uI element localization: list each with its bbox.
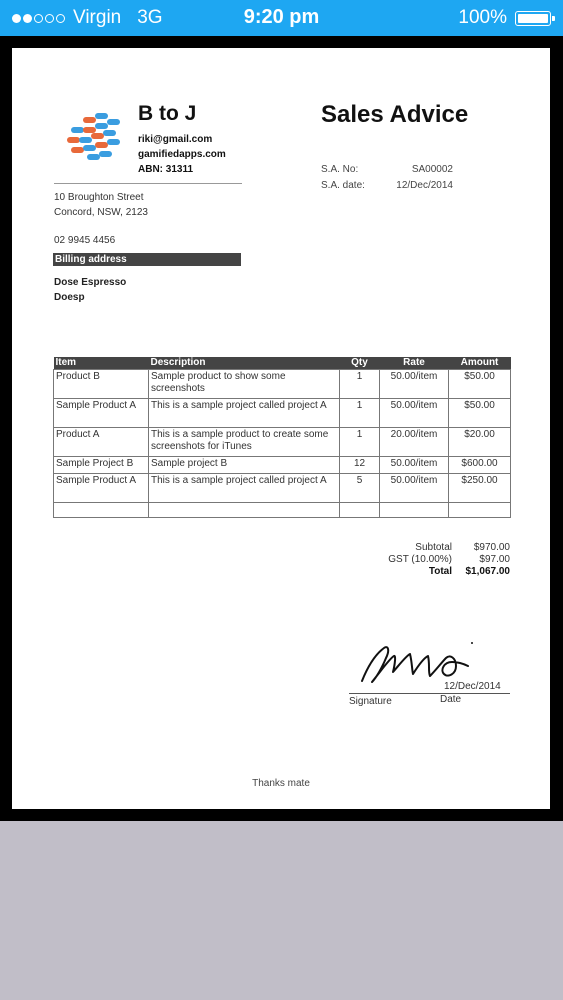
cell-amount: $20.00 (449, 428, 511, 457)
table-row (54, 428, 511, 457)
billing-address-header: Billing address (53, 253, 241, 266)
cell-description: Sample project B (149, 457, 340, 474)
carrier-name: Virgin (73, 7, 122, 28)
divider (54, 183, 242, 184)
table-row (54, 370, 511, 399)
company-logo (64, 106, 134, 186)
table-row (54, 457, 511, 474)
address-line-1: 10 Broughton Street (54, 192, 144, 203)
cell-description: This is a sample product to create some screenshots for iTunes (149, 428, 340, 457)
totals-values (457, 542, 510, 578)
battery-percent: 100% (458, 7, 507, 28)
meta-values (389, 162, 453, 194)
cell-qty: 1 (340, 370, 380, 399)
subtotal-value: $970.00 (473, 542, 510, 553)
sa-date-label: S.A. date: (321, 180, 365, 191)
status-bar (0, 0, 563, 36)
cell-rate: 50.00/item (380, 370, 449, 399)
table-row-empty (54, 503, 511, 518)
company-website: gamifiedapps.com (138, 149, 226, 160)
document-title: Sales Advice (321, 101, 469, 128)
header-amount: Amount (449, 357, 511, 370)
table-row (54, 399, 511, 428)
company-phone: 02 9945 4456 (54, 235, 116, 246)
total-label: Total (428, 566, 452, 577)
cell-item: Product A (54, 428, 149, 457)
header-description: Description (149, 357, 340, 370)
company-email: riki@gmail.com (138, 134, 213, 145)
document-viewer[interactable] (0, 36, 563, 821)
totals-labels (372, 542, 452, 578)
cell-qty: 1 (340, 428, 380, 457)
cell-qty: 5 (340, 474, 380, 503)
signature-date: 12/Dec/2014 (444, 681, 501, 692)
billing-line-1: Dose Espresso (54, 277, 127, 288)
gst-value: $97.00 (479, 554, 510, 565)
cell-rate: 50.00/item (380, 399, 449, 428)
signature-line (349, 693, 510, 694)
cell-amount: $50.00 (449, 399, 511, 428)
cell-description: This is a sample project called project A (149, 399, 340, 428)
table-row (54, 474, 511, 503)
company-address (54, 190, 148, 220)
company-abn: ABN: 31311 (138, 164, 194, 175)
header-qty: Qty (340, 357, 380, 370)
cell-item: Sample Product A (54, 474, 149, 503)
sa-number: SA00002 (411, 164, 453, 175)
billing-line-2: Doesp (54, 292, 85, 303)
cell-item: Sample Project B (54, 457, 149, 474)
cell-amount: $250.00 (449, 474, 511, 503)
table-header-row (54, 357, 511, 370)
status-right (458, 7, 551, 29)
items-table (53, 357, 511, 518)
cell-rate: 50.00/item (380, 474, 449, 503)
cell-item: Sample Product A (54, 399, 149, 428)
thanks-note: Thanks mate (252, 778, 310, 789)
billing-address (54, 275, 126, 305)
cell-amount: $50.00 (449, 370, 511, 399)
network-type: 3G (137, 7, 163, 28)
status-time: 9:20 pm (243, 6, 320, 28)
cell-description: This is a sample project called project A (149, 474, 340, 503)
document-page[interactable] (12, 48, 550, 809)
subtotal-label: Subtotal (415, 542, 452, 553)
address-line-2: Concord, NSW, 2123 (54, 207, 148, 218)
cell-rate: 50.00/item (380, 457, 449, 474)
cell-qty: 1 (340, 399, 380, 428)
total-value: $1,067.00 (465, 566, 510, 577)
battery-icon (515, 11, 551, 26)
company-name: B to J (138, 102, 197, 125)
header-item: Item (54, 357, 149, 370)
meta-labels (321, 162, 365, 194)
header-rate: Rate (380, 357, 449, 370)
company-contact (138, 132, 226, 177)
sa-number-label: S.A. No: (321, 164, 359, 175)
cell-amount: $600.00 (449, 457, 511, 474)
cell-qty: 12 (340, 457, 380, 474)
date-label: Date (440, 694, 462, 705)
sa-date: 12/Dec/2014 (396, 180, 453, 191)
gst-label: GST (10.00%) (388, 554, 452, 565)
signature-label: Signature (349, 696, 392, 707)
cell-item: Product B (54, 370, 149, 399)
cell-rate: 20.00/item (380, 428, 449, 457)
cell-description: Sample product to show some screenshots (149, 370, 340, 399)
